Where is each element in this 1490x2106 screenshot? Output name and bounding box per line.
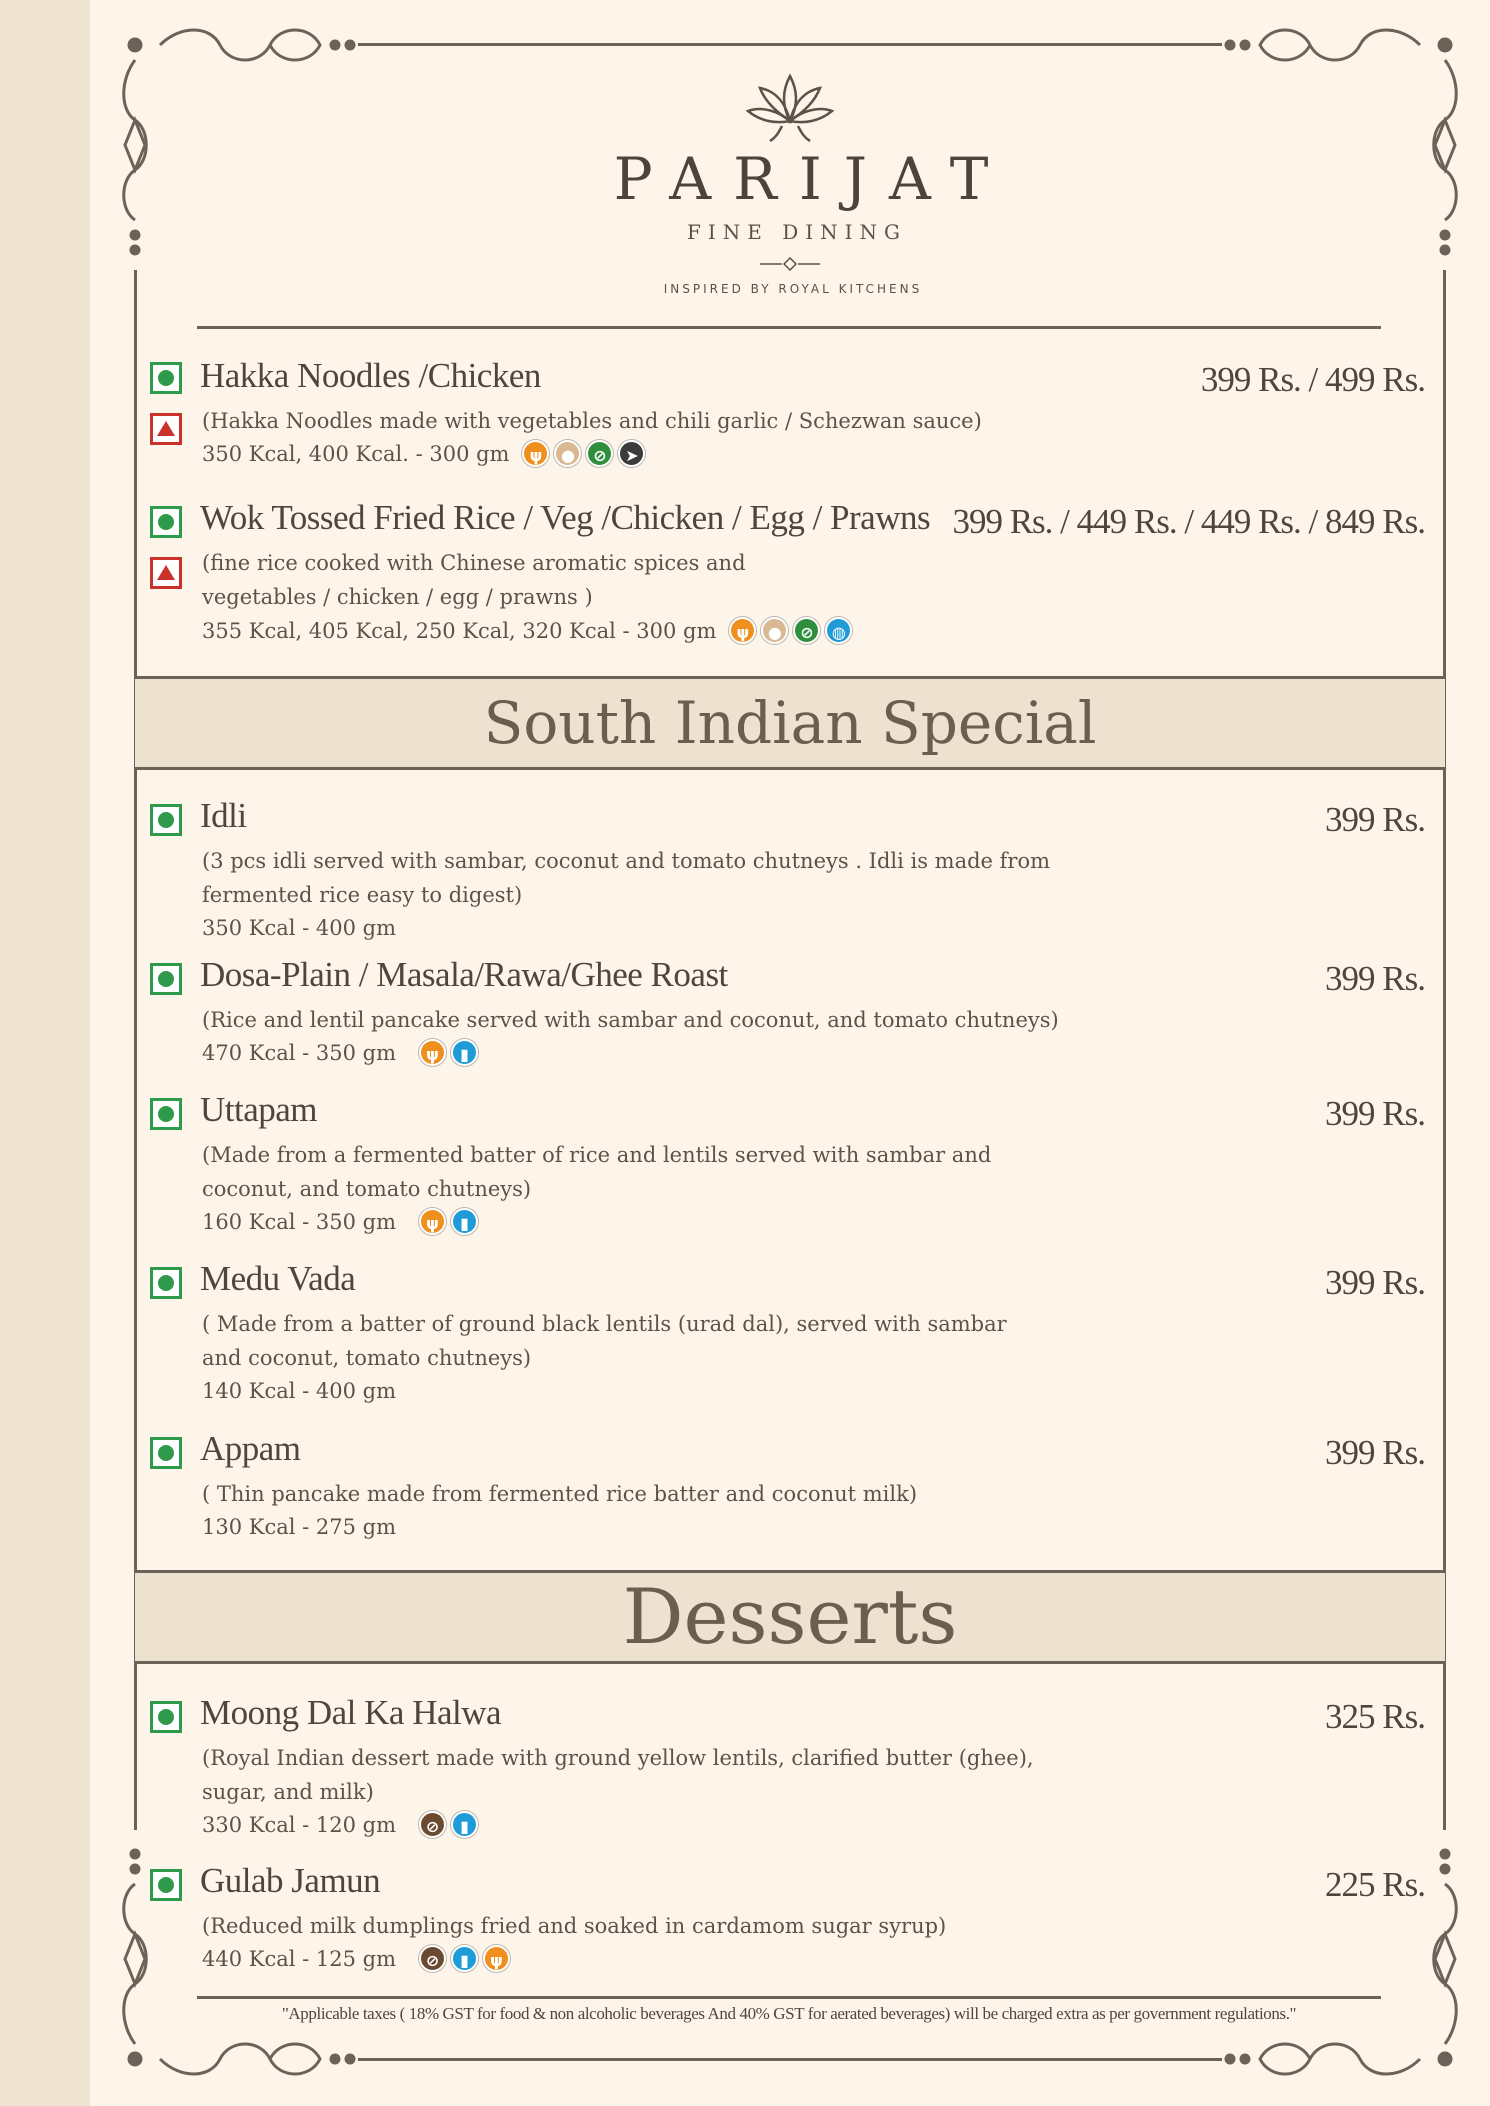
footer-rule [197, 1996, 1381, 1999]
section-title: South Indian Special [483, 689, 1097, 757]
item-description: (Made from a fermented batter of rice and lentils served with sambar and [202, 1143, 992, 1167]
item-description: (Hakka Noodles made with vegetables and chili garlic / Schezwan sauce) [202, 409, 982, 433]
item-description: fermented rice easy to digest) [202, 883, 523, 907]
item-nutrition [202, 1945, 510, 1972]
tax-footnote: "Applicable taxes ( 18% GST for food & non alcoholic beverages And 40% GST for aerated beverages) will be charged extra as per government regulations." [281, 2004, 1297, 2023]
header-rule [197, 326, 1381, 329]
veg-indicator-icon [150, 963, 182, 995]
nuts-icon: ● [761, 617, 788, 644]
item-name: Moong Dal Ka Halwa [200, 1693, 502, 1732]
item-nutrition [202, 916, 404, 940]
item-kcal: 160 Kcal - 350 gm [202, 1209, 397, 1234]
soy-icon: ⊘ [793, 617, 820, 644]
item-nutrition [202, 1811, 478, 1838]
item-description: (fine rice cooked with Chinese aromatic spices and [202, 551, 746, 575]
item-price: 399 Rs. / 449 Rs. / 449 Rs. / 849 Rs. [952, 502, 1425, 541]
item-kcal: 140 Kcal - 400 gm [202, 1379, 397, 1403]
item-kcal: 130 Kcal - 275 gm [202, 1515, 397, 1539]
item-name: Idli [200, 796, 247, 835]
nuts-icon: ⊘ [419, 1945, 446, 1972]
item-nutrition [202, 617, 852, 644]
section-title: Desserts [622, 1572, 958, 1661]
item-price: 399 Rs. / 499 Rs. [1200, 360, 1425, 399]
item-description: (Rice and lentil pancake served with sambar and coconut, and tomato chutneys) [202, 1008, 1059, 1032]
item-name: Gulab Jamun [200, 1861, 381, 1900]
nuts-icon: ● [554, 440, 581, 467]
item-description: (Royal Indian dessert made with ground yellow lentils, clarified butter (ghee), [202, 1746, 1034, 1770]
fish-icon: ➤ [618, 440, 645, 467]
item-description: vegetables / chicken / egg / prawns ) [202, 585, 593, 609]
item-description: (3 pcs idli served with sambar, coconut and tomato chutneys . Idli is made from [202, 849, 1051, 873]
veg-indicator-icon [150, 804, 182, 836]
gluten-icon: ψ [729, 617, 756, 644]
item-description: (Reduced milk dumplings fried and soaked in cardamom sugar syrup) [202, 1914, 947, 1938]
item-description: coconut, and tomato chutneys) [202, 1177, 532, 1201]
item-name: Wok Tossed Fried Rice / Veg /Chicken / Egg / Prawns [200, 498, 931, 537]
veg-indicator-icon [150, 362, 182, 394]
veg-indicator-icon [150, 1267, 182, 1299]
egg-icon: ◍ [825, 617, 852, 644]
item-name: Appam [200, 1429, 301, 1468]
item-kcal: 350 Kcal - 400 gm [202, 916, 397, 940]
veg-indicator-icon [150, 1437, 182, 1469]
item-description: ( Thin pancake made from fermented rice batter and coconut milk) [202, 1482, 918, 1506]
gluten-icon: ψ [419, 1208, 446, 1235]
gluten-icon: ψ [483, 1945, 510, 1972]
gluten-icon: ψ [419, 1039, 446, 1066]
item-nutrition [202, 1039, 478, 1066]
nonveg-indicator-icon [150, 413, 182, 445]
nonveg-indicator-icon [150, 557, 182, 589]
item-nutrition [202, 440, 645, 467]
veg-indicator-icon [150, 506, 182, 538]
item-price: 399 Rs. [1325, 1094, 1425, 1133]
item-name: Hakka Noodles /Chicken [200, 356, 541, 395]
item-description: and coconut, tomato chutneys) [202, 1346, 532, 1370]
left-margin-strip [0, 0, 90, 2106]
item-description: sugar, and milk) [202, 1780, 374, 1804]
item-kcal: 330 Kcal - 120 gm [202, 1812, 397, 1837]
item-nutrition [202, 1208, 478, 1235]
nuts-icon: ⊘ [419, 1811, 446, 1838]
item-price: 399 Rs. [1325, 1433, 1425, 1472]
brand-subtitle: FINE DINING [686, 220, 908, 244]
dairy-icon: ▮ [451, 1945, 478, 1972]
item-kcal: 350 Kcal, 400 Kcal. - 300 gm [202, 441, 510, 466]
item-price: 325 Rs. [1325, 1697, 1425, 1736]
item-kcal: 355 Kcal, 405 Kcal, 250 Kcal, 320 Kcal - 300 gm [202, 618, 717, 643]
brand-tagline: INSPIRED BY ROYAL KITCHENS [663, 282, 923, 296]
frame-top-line [358, 43, 1222, 46]
dairy-icon: ▮ [451, 1208, 478, 1235]
veg-indicator-icon [150, 1098, 182, 1130]
item-name: Medu Vada [200, 1259, 356, 1298]
item-price: 225 Rs. [1325, 1865, 1425, 1904]
dairy-icon: ▮ [451, 1039, 478, 1066]
item-name: Uttapam [200, 1090, 318, 1129]
section-band-south-indian [135, 676, 1445, 770]
dairy-icon: ▮ [451, 1811, 478, 1838]
item-price: 399 Rs. [1325, 1263, 1425, 1302]
veg-indicator-icon [150, 1701, 182, 1733]
item-nutrition [202, 1379, 404, 1403]
item-kcal: 440 Kcal - 125 gm [202, 1946, 397, 1971]
item-name: Dosa-Plain / Masala/Rawa/Ghee Roast [200, 955, 728, 994]
item-price: 399 Rs. [1325, 800, 1425, 839]
brand-name: PARIJAT [613, 145, 1011, 213]
veg-indicator-icon [150, 1869, 182, 1901]
lotus-logo-icon [740, 66, 840, 146]
item-nutrition [202, 1515, 404, 1539]
item-description: ( Made from a batter of ground black lentils (urad dal), served with sambar [202, 1312, 1007, 1336]
divider-diamond-icon [760, 256, 820, 272]
gluten-icon: ψ [522, 440, 549, 467]
frame-bottom-line [358, 2058, 1222, 2061]
item-kcal: 470 Kcal - 350 gm [202, 1040, 397, 1065]
item-price: 399 Rs. [1325, 959, 1425, 998]
soy-icon: ⊘ [586, 440, 613, 467]
section-band-desserts [135, 1570, 1445, 1664]
